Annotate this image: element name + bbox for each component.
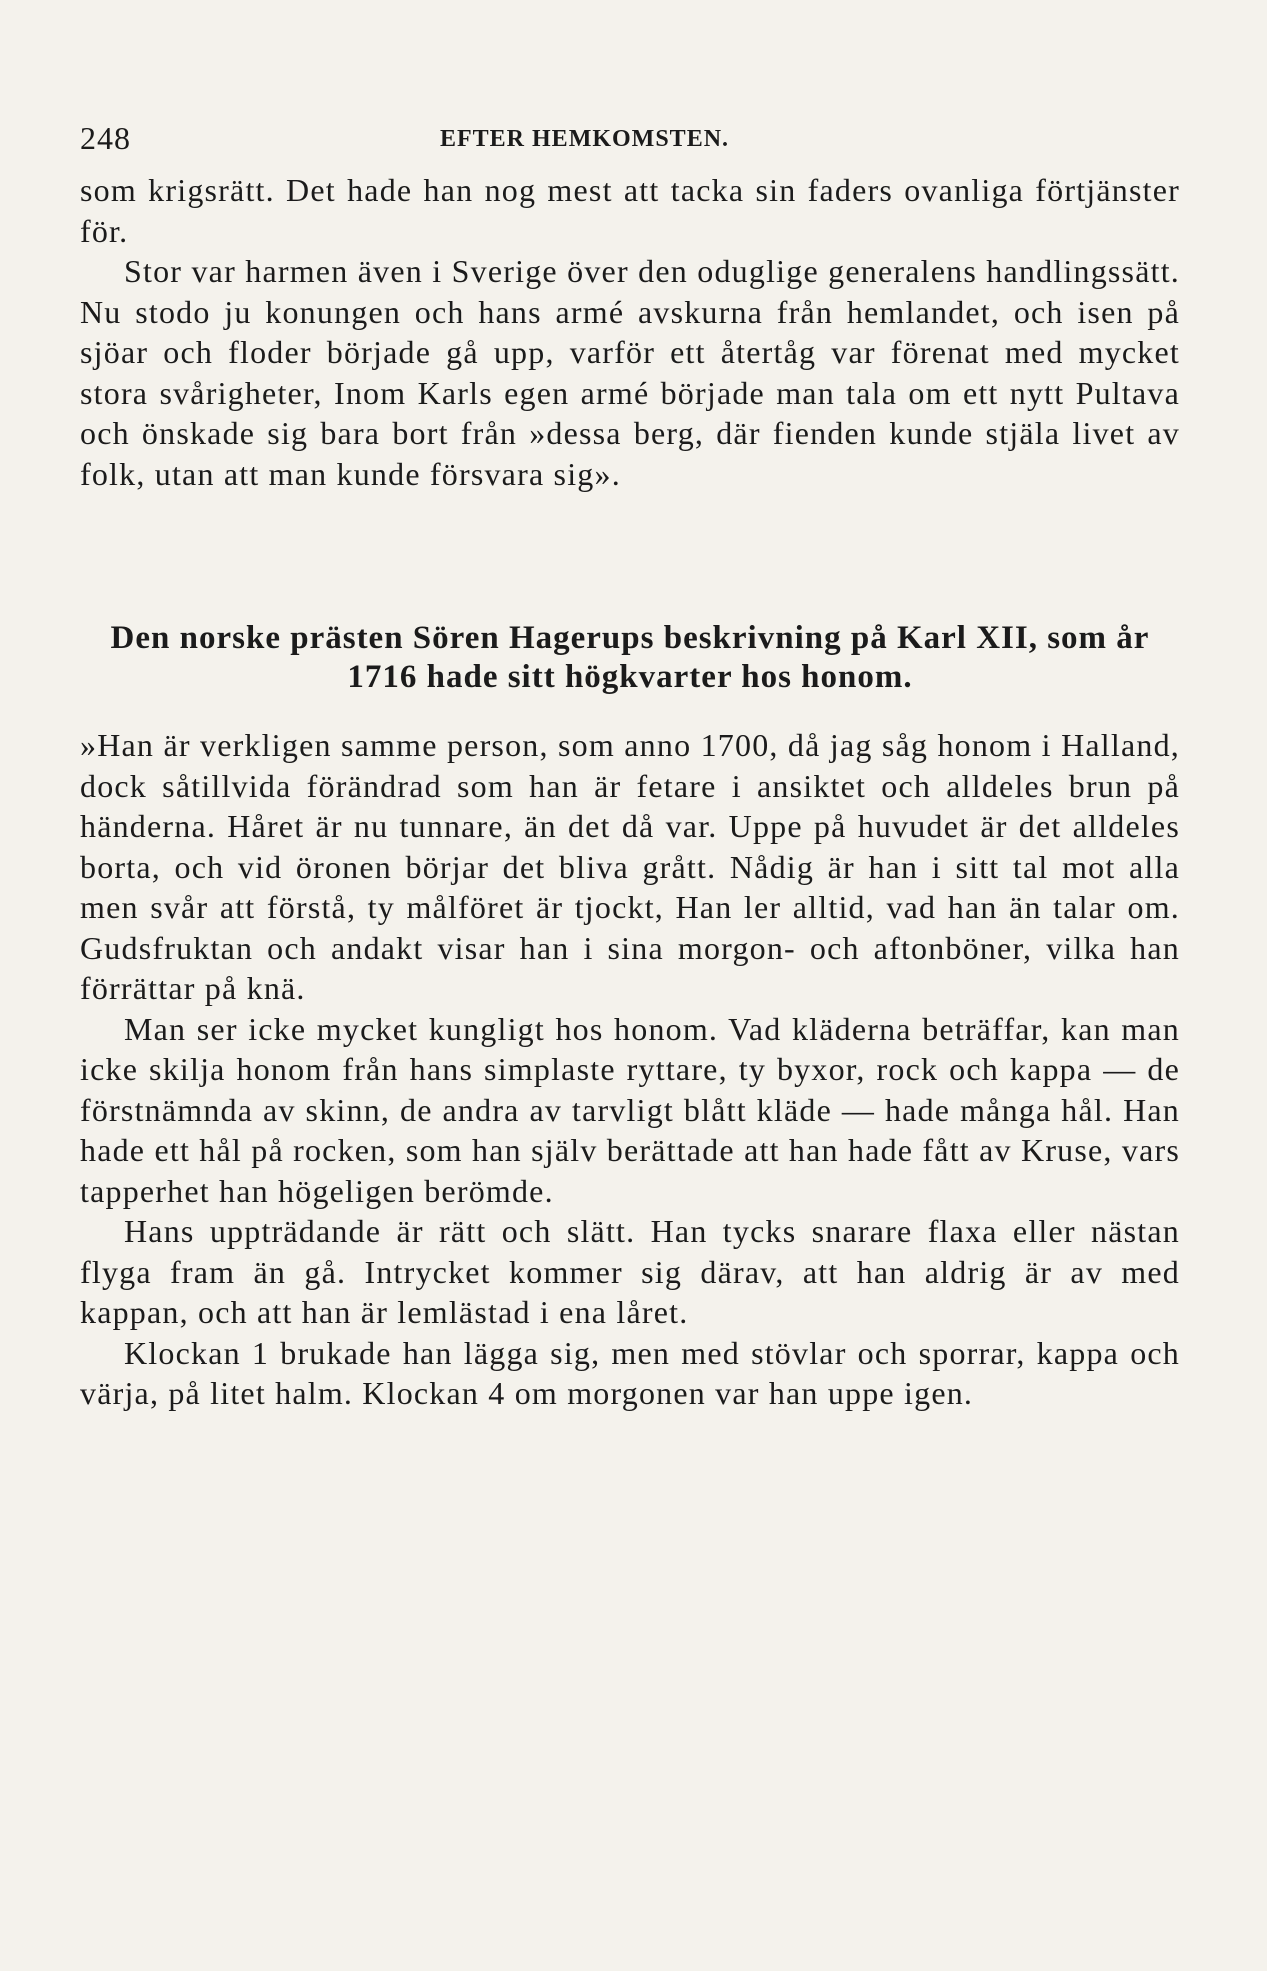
section-heading: Den norske prästen Sören Hagerups beskrivning på Karl XII, som år 1716 hade sitt högkvarter hos honom.	[110, 620, 1150, 695]
body-text-top	[80, 170, 1180, 494]
paragraph: Stor var harmen även i Sverige över den oduglige generalens handlingssätt. Nu stodo ju konungen och hans armé avskurna från hemlandet, och isen på sjöar och floder började gå upp, varför ett återtåg var förenat med mycket stora svårigheter, Inom Karls egen armé började man tala om ett nytt Pultava och önskade sig bara bort från »dessa berg, där fienden kunde stjäla livet av folk, utan att man kunde försvara sig».	[80, 253, 1180, 492]
page-number: 248	[80, 120, 131, 156]
running-title: EFTER HEMKOMSTEN.	[440, 126, 730, 152]
paragraph: Klockan 1 brukade han lägga sig, men med stövlar och sporrar, kappa och värja, på litet halm. Klockan 4 om morgonen var han uppe igen.	[80, 1334, 1180, 1411]
paragraph: »Han är verkligen samme person, som anno 1700, då jag såg honom i Halland, dock såtillvida förändrad som han är fetare i ansiktet och alldeles brun på händerna. Håret är nu tunnare, än det då var. Uppe på huvudet är det alldeles borta, och vid öronen börjar det bliva grått. Nådig är han i sitt tal mot alla men svår att förstå, ty målföret är tjockt, Han ler alltid, vad han än talar om. Gudsfruktan och andakt visar han i sina morgon- och aftonböner, vilka han förrättar på knä.	[80, 727, 1180, 1006]
paragraph: Man ser icke mycket kungligt hos honom. Vad kläderna beträffar, kan man icke skilja honom från hans simplaste ryttare, ty byxor, rock och kappa — de förstnämnda av skinn, de andra av tarvligt blått kläde — hade många hål. Han hade ett hål på rocken, som han själv berättade att han hade fått av Kruse, vars tapperhet han högeligen berömde.	[80, 1010, 1180, 1209]
running-head	[80, 100, 1180, 156]
paragraph: som krigsrätt. Det hade han nog mest att tacka sin faders ovanliga förtjänster för.	[80, 172, 1180, 249]
body-text-bottom	[80, 725, 1180, 1414]
paragraph: Hans uppträdande är rätt och slätt. Han tycks snarare flaxa eller nästan flyga fram än gå. Intrycket kommer sig därav, att han aldrig är av med kappan, och att han är lemlästad i ena låret.	[80, 1213, 1180, 1330]
book-page	[80, 100, 1180, 1414]
